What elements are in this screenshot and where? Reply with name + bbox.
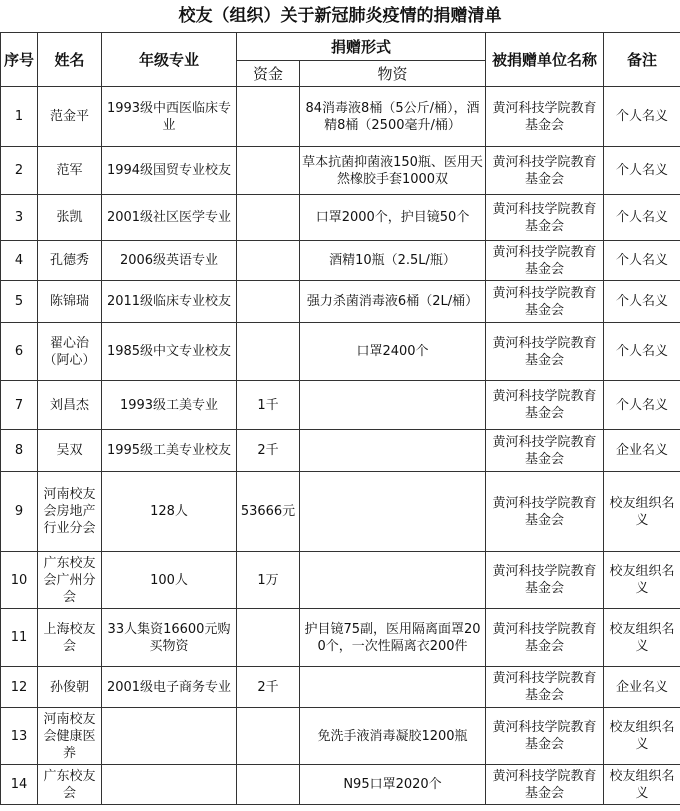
header-major: 年级专业	[102, 33, 237, 87]
table-row	[1, 552, 680, 609]
cell-goods: 口罩2400个	[300, 323, 486, 381]
cell-recipient: 黄河科技学院教育基金会	[486, 552, 604, 609]
table-row	[1, 147, 680, 195]
cell-major: 1994级国贸专业校友	[102, 147, 237, 195]
cell-major: 2001级电子商务专业	[102, 667, 237, 708]
cell-major: 1995级工美专业校友	[102, 430, 237, 472]
cell-recipient: 黄河科技学院教育基金会	[486, 765, 604, 805]
cell-major: 2001级社区医学专业	[102, 195, 237, 241]
page-title: 校友（组织）关于新冠肺炎疫情的捐赠清单	[178, 6, 502, 26]
cell-seq: 5	[1, 281, 38, 323]
cell-recipient: 黄河科技学院教育基金会	[486, 667, 604, 708]
cell-recipient: 黄河科技学院教育基金会	[486, 472, 604, 552]
cell-goods	[300, 472, 486, 552]
cell-name: 吴双	[38, 430, 102, 472]
table-row	[1, 323, 680, 381]
cell-funds	[237, 241, 300, 281]
cell-seq: 9	[1, 472, 38, 552]
cell-goods	[300, 667, 486, 708]
cell-seq: 14	[1, 765, 38, 805]
cell-name: 范金平	[38, 87, 102, 147]
cell-major: 1993级工美专业	[102, 381, 237, 430]
cell-name: 孔德秀	[38, 241, 102, 281]
cell-seq: 6	[1, 323, 38, 381]
table-row	[1, 381, 680, 430]
cell-funds: 2千	[237, 430, 300, 472]
cell-name: 广东校友会广州分会	[38, 552, 102, 609]
table-row	[1, 609, 680, 667]
cell-note: 企业名义	[604, 667, 680, 708]
cell-goods: 免洗手液消毒凝胶1200瓶	[300, 708, 486, 765]
cell-funds	[237, 765, 300, 805]
cell-major: 33人集资16600元购买物资	[102, 609, 237, 667]
header-name: 姓名	[38, 33, 102, 87]
table-row	[1, 667, 680, 708]
cell-recipient: 黄河科技学院教育基金会	[486, 87, 604, 147]
table-row	[1, 708, 680, 765]
cell-name: 广东校友会	[38, 765, 102, 805]
cell-recipient: 黄河科技学院教育基金会	[486, 381, 604, 430]
cell-major: 100人	[102, 552, 237, 609]
cell-note: 个人名义	[604, 241, 680, 281]
cell-goods: 护目镜75副，医用隔离面罩200个，一次性隔离衣200件	[300, 609, 486, 667]
table-row	[1, 195, 680, 241]
cell-recipient: 黄河科技学院教育基金会	[486, 609, 604, 667]
cell-note: 校友组织名义	[604, 472, 680, 552]
cell-seq: 7	[1, 381, 38, 430]
cell-goods	[300, 430, 486, 472]
header-seq: 序号	[1, 33, 38, 87]
cell-seq: 8	[1, 430, 38, 472]
header-goods: 物资	[300, 61, 486, 87]
table-row	[1, 281, 680, 323]
cell-funds: 53666元	[237, 472, 300, 552]
cell-note: 个人名义	[604, 195, 680, 241]
cell-seq: 12	[1, 667, 38, 708]
cell-seq: 1	[1, 87, 38, 147]
cell-major: 2011级临床专业校友	[102, 281, 237, 323]
cell-funds	[237, 147, 300, 195]
cell-funds: 1万	[237, 552, 300, 609]
cell-goods: 草本抗菌抑菌液150瓶、医用天然橡胶手套1000双	[300, 147, 486, 195]
cell-seq: 4	[1, 241, 38, 281]
table-row	[1, 87, 680, 147]
cell-recipient: 黄河科技学院教育基金会	[486, 281, 604, 323]
cell-name: 河南校友会房地产行业分会	[38, 472, 102, 552]
cell-seq: 10	[1, 552, 38, 609]
cell-name: 陈锦瑞	[38, 281, 102, 323]
cell-name: 翟心治（阿心）	[38, 323, 102, 381]
cell-name: 刘昌杰	[38, 381, 102, 430]
cell-major: 1993级中西医临床专业	[102, 87, 237, 147]
cell-note: 个人名义	[604, 381, 680, 430]
cell-major	[102, 708, 237, 765]
cell-goods: 强力杀菌消毒液6桶（2L/桶）	[300, 281, 486, 323]
cell-name: 张凯	[38, 195, 102, 241]
cell-seq: 13	[1, 708, 38, 765]
cell-goods: 口罩2000个，护目镜50个	[300, 195, 486, 241]
cell-funds	[237, 87, 300, 147]
table-row	[1, 765, 680, 805]
cell-goods: 酒精10瓶（2.5L/瓶）	[300, 241, 486, 281]
cell-name: 河南校友会健康医养	[38, 708, 102, 765]
cell-funds	[237, 195, 300, 241]
cell-major: 1985级中文专业校友	[102, 323, 237, 381]
header-form: 捐赠形式	[237, 33, 486, 61]
header-row	[1, 33, 680, 61]
cell-recipient: 黄河科技学院教育基金会	[486, 147, 604, 195]
cell-funds	[237, 323, 300, 381]
cell-goods: 84消毒液8桶（5公斤/桶），酒精8桶（2500毫升/桶）	[300, 87, 486, 147]
header-recipient: 被捐赠单位名称	[486, 33, 604, 87]
cell-recipient: 黄河科技学院教育基金会	[486, 323, 604, 381]
cell-recipient: 黄河科技学院教育基金会	[486, 195, 604, 241]
cell-recipient: 黄河科技学院教育基金会	[486, 708, 604, 765]
cell-recipient: 黄河科技学院教育基金会	[486, 241, 604, 281]
donation-table	[0, 32, 680, 805]
cell-note: 个人名义	[604, 87, 680, 147]
header-funds: 资金	[237, 61, 300, 87]
cell-funds	[237, 708, 300, 765]
cell-recipient: 黄河科技学院教育基金会	[486, 430, 604, 472]
cell-note: 个人名义	[604, 281, 680, 323]
cell-funds	[237, 609, 300, 667]
cell-goods	[300, 381, 486, 430]
cell-funds: 1千	[237, 381, 300, 430]
cell-note: 校友组织名义	[604, 552, 680, 609]
cell-major: 128人	[102, 472, 237, 552]
cell-seq: 2	[1, 147, 38, 195]
cell-note: 校友组织名义	[604, 765, 680, 805]
table-row	[1, 430, 680, 472]
cell-name: 范军	[38, 147, 102, 195]
cell-major	[102, 765, 237, 805]
cell-funds: 2千	[237, 667, 300, 708]
header-note: 备注	[604, 33, 680, 87]
cell-note: 校友组织名义	[604, 708, 680, 765]
cell-seq: 3	[1, 195, 38, 241]
cell-seq: 11	[1, 609, 38, 667]
cell-goods	[300, 552, 486, 609]
cell-funds	[237, 281, 300, 323]
cell-note: 个人名义	[604, 147, 680, 195]
cell-note: 个人名义	[604, 323, 680, 381]
cell-major: 2006级英语专业	[102, 241, 237, 281]
cell-name: 上海校友会	[38, 609, 102, 667]
cell-note: 企业名义	[604, 430, 680, 472]
cell-note: 校友组织名义	[604, 609, 680, 667]
table-row	[1, 472, 680, 552]
table-row	[1, 241, 680, 281]
cell-goods: N95口罩2020个	[300, 765, 486, 805]
cell-name: 孙俊朝	[38, 667, 102, 708]
